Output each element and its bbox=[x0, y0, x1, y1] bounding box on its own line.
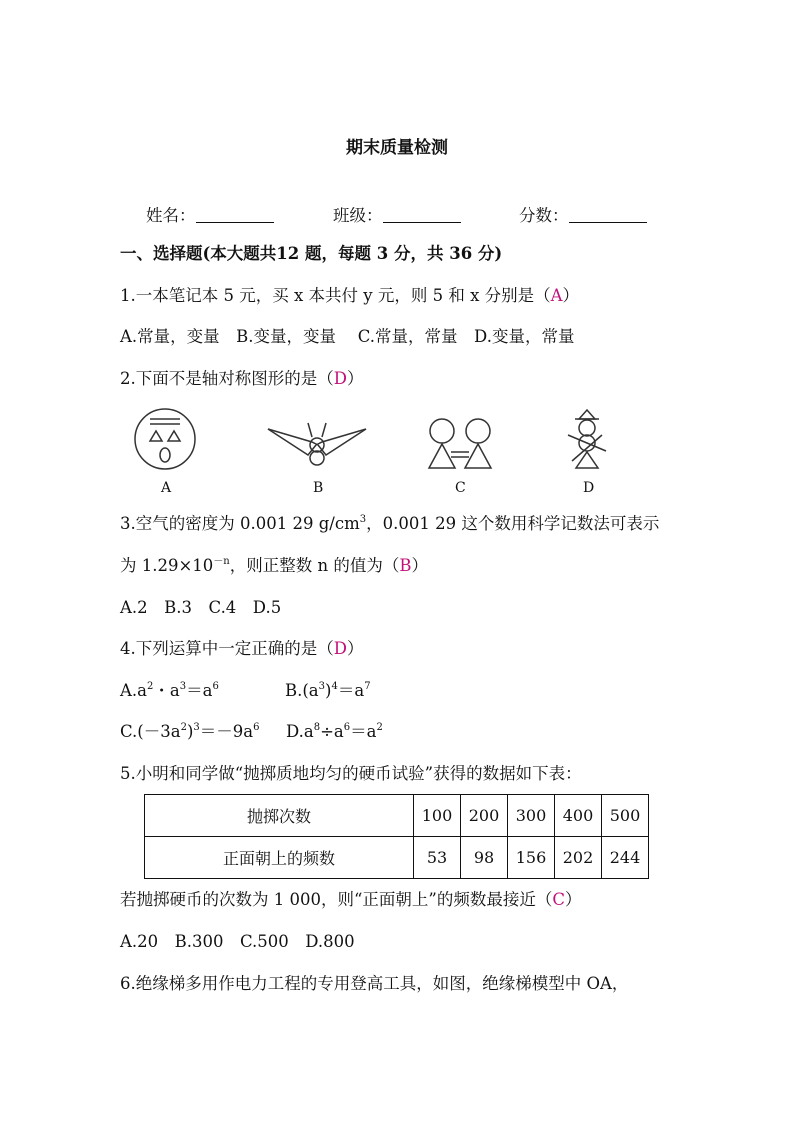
question-1-answer: A bbox=[550, 286, 563, 305]
question-3-options: A.2 B.3 C.4 D.5 bbox=[120, 598, 282, 617]
question-5-options: A.20 B.300 C.500 D.800 bbox=[120, 932, 355, 951]
question-3-answer: B bbox=[399, 556, 412, 575]
name-label: 姓名： bbox=[146, 206, 196, 225]
question-5-question: 若抛掷硬币的次数为 1 000，则“正面朝上”的频数最接近（C） bbox=[120, 890, 582, 909]
question-3-stem-line2: 为 $1.29\times 10^{-n}$，则正整数 n 的值为（B） bbox=[120, 555, 429, 575]
score-blank[interactable] bbox=[569, 206, 647, 223]
question-4-stem: 4.下列运算中一定正确的是（D） bbox=[120, 639, 364, 658]
class-label: 班级： bbox=[333, 206, 383, 225]
question-1-stem: 1.一本笔记本 5 元，买 x 本共付 y 元，则 5 和 x 分别是（A） bbox=[120, 286, 580, 305]
coin-toss-table bbox=[144, 794, 649, 879]
question-5-stem: 5.小明和同学做“抛掷质地均匀的硬币试验”获得的数据如下表： bbox=[120, 764, 582, 783]
section-heading: 一、选择题(本大题共12 题，每题 3 分，共 36 分) bbox=[120, 244, 503, 263]
table-cell: 244 bbox=[602, 837, 649, 879]
figure-d-figure bbox=[568, 410, 606, 468]
table-cell: 156 bbox=[508, 837, 555, 879]
symmetry-figures-image bbox=[120, 405, 640, 480]
page-title: 期末质量检测 bbox=[346, 138, 448, 158]
table-cell: 400 bbox=[555, 795, 602, 837]
table-header-cell: 抛掷次数 bbox=[145, 795, 414, 837]
table-header-cell: 正面朝上的频数 bbox=[145, 837, 414, 879]
question-4-option-b: $B.(a^3)^4=a^7$ bbox=[285, 680, 371, 700]
question-2-answer: D bbox=[333, 369, 347, 388]
table-row bbox=[145, 795, 649, 837]
table-row bbox=[145, 837, 649, 879]
question-4-option-c: $C.(-3a^2)^3=-9a^6$ bbox=[120, 721, 260, 741]
figure-label-b: B bbox=[313, 480, 324, 496]
question-4-option-a: $A.a^2$・$a^3=a^6$ bbox=[120, 680, 219, 700]
figure-label-d: D bbox=[583, 480, 595, 496]
table-cell: 202 bbox=[555, 837, 602, 879]
figure-label-a: A bbox=[161, 480, 172, 496]
class-blank[interactable] bbox=[383, 206, 461, 223]
table-cell: 53 bbox=[414, 837, 461, 879]
name-blank[interactable] bbox=[196, 206, 274, 223]
table-cell: 98 bbox=[461, 837, 508, 879]
figure-c-people bbox=[429, 419, 491, 468]
figure-a-face bbox=[135, 409, 195, 469]
question-6-stem: 6.绝缘梯多用作电力工程的专用登高工具，如图，绝缘梯模型中 OA， bbox=[120, 974, 629, 993]
class-field bbox=[333, 202, 461, 226]
figure-b-bat bbox=[268, 423, 366, 465]
figure-label-c: C bbox=[455, 480, 466, 496]
question-4-answer: D bbox=[333, 639, 347, 658]
question-3-stem-line1: 3.空气的密度为 0.001 29 $g/cm^3$，0.001 29 这个数用科学记数法可表示 bbox=[120, 513, 660, 533]
question-2-stem: 2.下面不是轴对称图形的是（D） bbox=[120, 369, 364, 388]
question-5-answer: C bbox=[552, 890, 565, 909]
question-4-option-d: $D.a^8\div a^6=a^2$ bbox=[286, 721, 383, 741]
table-cell: 200 bbox=[461, 795, 508, 837]
name-field bbox=[146, 202, 274, 226]
table-cell: 300 bbox=[508, 795, 555, 837]
score-field bbox=[519, 202, 647, 226]
question-2-figures bbox=[120, 405, 640, 500]
score-label: 分数： bbox=[519, 206, 569, 225]
question-1-options: A.常量，变量 B.变量，变量 C.常量，常量 D.变量，常量 bbox=[120, 327, 575, 346]
table-cell: 100 bbox=[414, 795, 461, 837]
table-cell: 500 bbox=[602, 795, 649, 837]
